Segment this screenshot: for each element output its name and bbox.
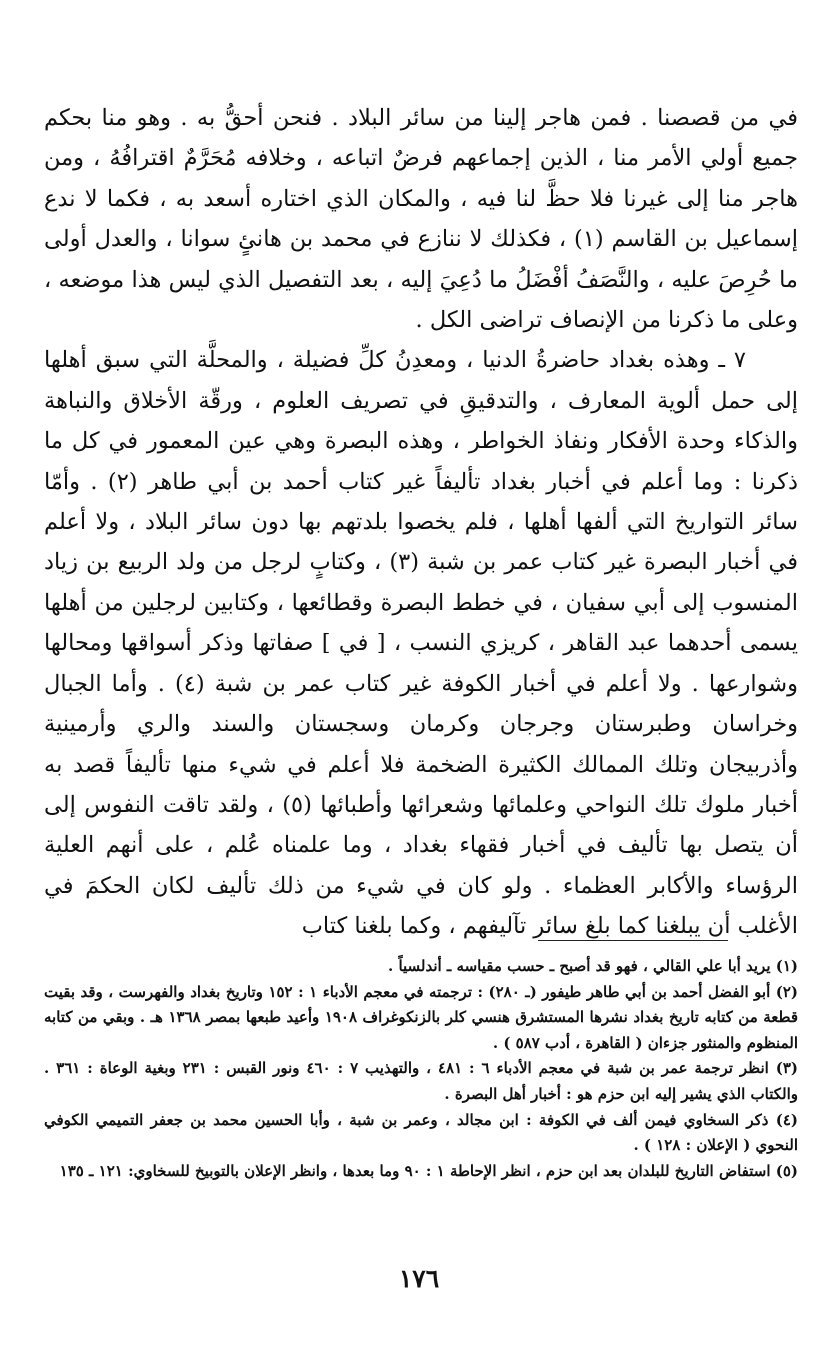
footnote-2: (٢) أبو الفضل أحمد بن أبي طاهر طيفور (ـ ٢٨٠) : ترجمته في معجم الأدباء ١ : ١٥٢ وتاريخ بغداد والفهرست ، وقد بقيت قطعة من كتابه تاريخ بغداد نشرها المستشرق هنسي كلر بالزنكوغراف ١٩٠٨ وأعيد طبعها بمصر ١٣٦٨ هـ . وبقي من كتابه المنظوم والمنثور جزءان ( القاهرة ، أدب ٥٨٧ ) .	[44, 982, 799, 1052]
page-number: ١٧٦	[398, 1264, 440, 1293]
footnote-4: (٤) ذكر السخاوي فيمن ألف في الكوفة : ابن مجالد ، وعمر بن شبة ، وأبا الحسين محمد بن جعفر التميمي الكوفي النحوي ( الإعلان : ١٢٨ ) .	[44, 1110, 798, 1155]
paragraph-2: ٧ ـ وهذه بغداد حاضرةُ الدنيا ، ومعدِنُ كلِّ فضيلة ، والمحلَّة التي سبق أهلها إلى حمل ألوية المعارف ، والتدقيقِ في تصريف العلوم ، ورقّة الأخلاق والنباهة والذكاء وحدة الأفكار ونفاذ الخواطر ، وهذه البصرة وهي عين المعمور في كل ما ذكرنا : وما أعلم في أخبار بغداد تأليفاً غير كتاب أحمد بن أبي طاهر (٢) . وأمّا سائر التواريخ التي ألفها أهلها ، فلم يخصوا بلدتهم بها دون سائر البلاد ، ولا أعلم في أخبار البصرة غير كتاب عمر بن شبة (٣) ، وكتابٍ لرجل من ولد الربيع بن زياد المنسوب إلى أبي سفيان ، في خطط البصرة وقطائعها ، وكتابين لرجلين من أهلها يسمى أحدهما عبد القاهر ، كريزي النسب ، [ في ] صفاتها وذكر أسواقها ومحالها وشوارعها . ولا أعلم في أخبار الكوفة غير كتاب عمر بن شبة (٤) . وأما الجبال وخراسان وطبرستان وجرجان وكرمان وسجستان والسند والري وأرمينية وأذربيجان وتلك الممالك الكثيرة الضخمة فلا أعلم في شيء منها تأليفاً قصد به أخبار ملوك تلك النواحي وعلمائها وشعرائها وأطبائها (٥) ، ولقد تاقت النفوس إلى أن يتصل بها تأليف في أخبار فقهاء بغداد ، وما علمناه عُلم ، على أنهم العلية الرؤساء والأكابر العظماء . ولو كان في شيء من ذلك تأليف لكان الحكمَ في الأغلب أن يبلغنا كما بلغ سائر تآليفهم ، وكما بلغنا كتاب	[44, 347, 798, 940]
footnote-separator	[538, 940, 728, 941]
paragraph-1: في من قصصنا . فمن هاجر إلينا من سائر البلاد . فنحن أحقُّ به . وهو منا بحكم جميع أولي الأمر منا ، الذين إجماعهم فرضٌ اتباعه ، وخلافه مُحَرَّمٌ اقترافُهُ ، ومن هاجر منا إلى غيرنا فلا حظَّ لنا فيه ، والمكان الذي اختاره أسعد به ، فكما لا ندع إسماعيل بن القاسم (١) ، فكذلك لا ننازع في محمد بن هانئٍ سوانا ، والعدل أولى ما حُرِصَ عليه ، والنَّصَفُ أفْضَلُ ما دُعِيَ إليه ، بعد التفصيل الذي ليس هذا موضعه ، وعلى ما ذكرنا من الإنصاف تراضى الكل .	[44, 105, 798, 334]
footnotes	[44, 954, 798, 1184]
footnote-5: (٥) استفاض التاريخ للبلدان بعد ابن حزم ، انظر الإحاطة ١ : ٩٠ وما بعدها ، وانظر الإعلان بالتوبيخ للسخاوي: ١٢١ ـ ١٣٥	[59, 1161, 798, 1180]
main-text	[44, 98, 798, 947]
footnote-1: (١) يريد أبا علي القالي ، فهو قد أصبح ـ حسب مقياسه ـ أندلسياً .	[388, 957, 798, 975]
footnote-3: (٣) انظر ترجمة عمر بن شبة في معجم الأدباء ٦ : ٤٨١ ، والتهذيب ٧ : ٤٦٠ ونور القبس : ٢٣١ وبغية الوعاة : ٣٦١ . والكتاب الذي يشير إليه ابن حزم هو : أخبار أهل البصرة .	[44, 1059, 799, 1103]
